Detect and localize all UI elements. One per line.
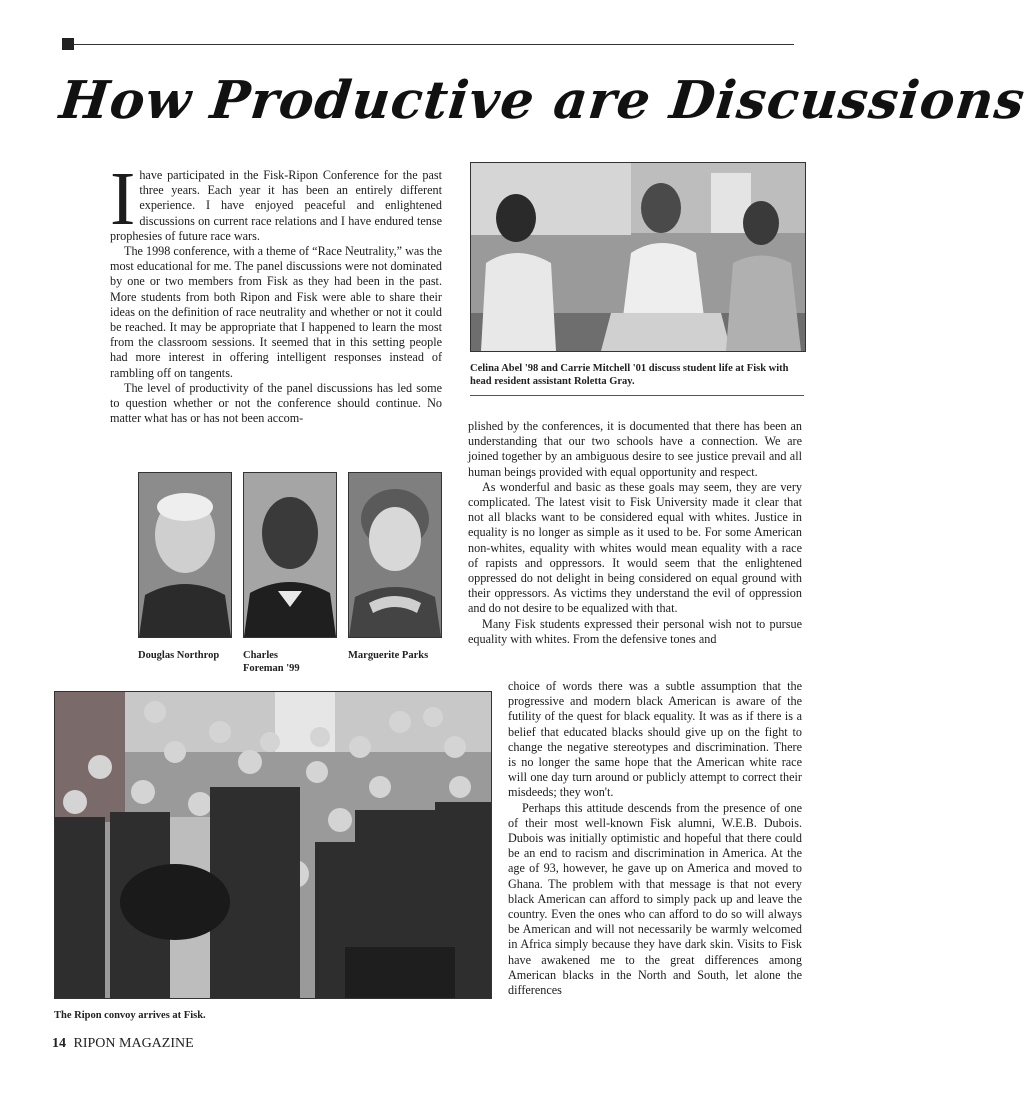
intro-paragraph-3: The level of productivity of the panel discussions has led some to question whether or not the conference should continue. No matter what has or has not been accom-	[110, 380, 442, 426]
header-rule	[74, 44, 794, 45]
right-paragraph-4: Perhaps this attitude descends from the presence of one of their most well-known Fisk alumni, W.E.B. Dubois. Dubois was initially optimistic and hopeful that there could be an end to racism and discrimination in America. At the age of 93, however, he gave up on America and moved to Ghana. The problem with that message is that not every black American can afford to simply pack up and leave the country. Even the ones who can afford to do so will always be American and will not necessarily be warmly welcomed in Africa simply because they have dark skin. Visits to Fisk have awakened me to the great differences among American blacks in the North and South, let alone the differences	[508, 800, 802, 998]
right-paragraph-2: As wonderful and basic as these goals may seem, they are very complicated. The latest visit to Fisk University made it clear that not all blacks want to be considered equal with whites. Justice in equality is no longer as simple as it used to be. For some American non-whites, equality with whites would mean equality with a race of rapists and oppressors. It would seem that the enlightened oppressed do not delight in being considered on equal ground with their oppressors. As victims they understand the evil of oppression and do not desire to be equalized with that.	[468, 479, 802, 616]
drop-cap: I	[110, 157, 136, 241]
right-paragraph-3-rest: choice of words there was a subtle assumption that the progressive and modern black American is aware of the futility of the quest for black equality. It was as if there is a belief that educated blacks should give up on the fight to change the negative stereotypes and discrimination. There is no longer the same hope that the American white race will one day turn around or publicly attempt to correct their misdeeds; they won't.	[508, 679, 802, 800]
right-column-wrap	[508, 679, 802, 998]
headline: How Productive are Discussions	[56, 70, 1028, 131]
portrait-name: Douglas Northrop	[138, 650, 220, 661]
header-square	[62, 38, 74, 50]
right-column	[468, 419, 802, 647]
page-number: 14	[52, 1036, 66, 1051]
portrait-name: Charles Foreman '99	[243, 650, 300, 674]
portrait-name: Marguerite Parks	[348, 650, 429, 661]
caption-rule	[470, 395, 804, 396]
intro-column	[110, 157, 442, 426]
intro-paragraph-1: Ihave participated in the Fisk-Ripon Conference for the past three years. Each year it has been an entirely different experience. I have enjoyed peaceful and enlightened discussions on current race relations and I have endured tense prophesies of future race wars.	[110, 157, 442, 243]
intro-paragraph-2: The 1998 conference, with a theme of “Race Neutrality,” was the most educational for me. The panel discussions were not dominated by one or two members from Fisk as they had been in the past. More students from both Ripon and Fisk were able to share their ideas on the definition of race neutrality and whether or not it could be reached. It may be appropriate that I happened to learn the most from the classroom sessions. It seemed that in this setting people had more interest in offering intelligent responses instead of rambling off on tangents.	[110, 244, 442, 380]
right-paragraph-1: plished by the conferences, it is documented that there has been an understanding that our two schools have a connection. We are joined together by an ambiguous desire to see justice prevail and all human beings provided with equal opportunity and respect.	[468, 419, 802, 479]
right-paragraph-3-lead: Many Fisk students expressed their personal wish not to pursue equality with whites. From the defensive tones and	[468, 616, 802, 646]
portrait-marguerite-parks	[348, 472, 442, 638]
page-footer	[52, 1036, 194, 1052]
group-photo	[54, 691, 492, 999]
discussion-photo-caption: Celina Abel '98 and Carrie Mitchell '01 discuss student life at Fisk with head resident assistant Roletta Gray.	[470, 363, 789, 387]
publication-name: RIPON MAGAZINE	[73, 1036, 194, 1051]
portrait-charles-foreman	[243, 472, 337, 638]
discussion-photo	[470, 162, 806, 352]
group-photo-caption: The Ripon convoy arrives at Fisk.	[54, 1010, 206, 1021]
portrait-douglas-northrop	[138, 472, 232, 638]
